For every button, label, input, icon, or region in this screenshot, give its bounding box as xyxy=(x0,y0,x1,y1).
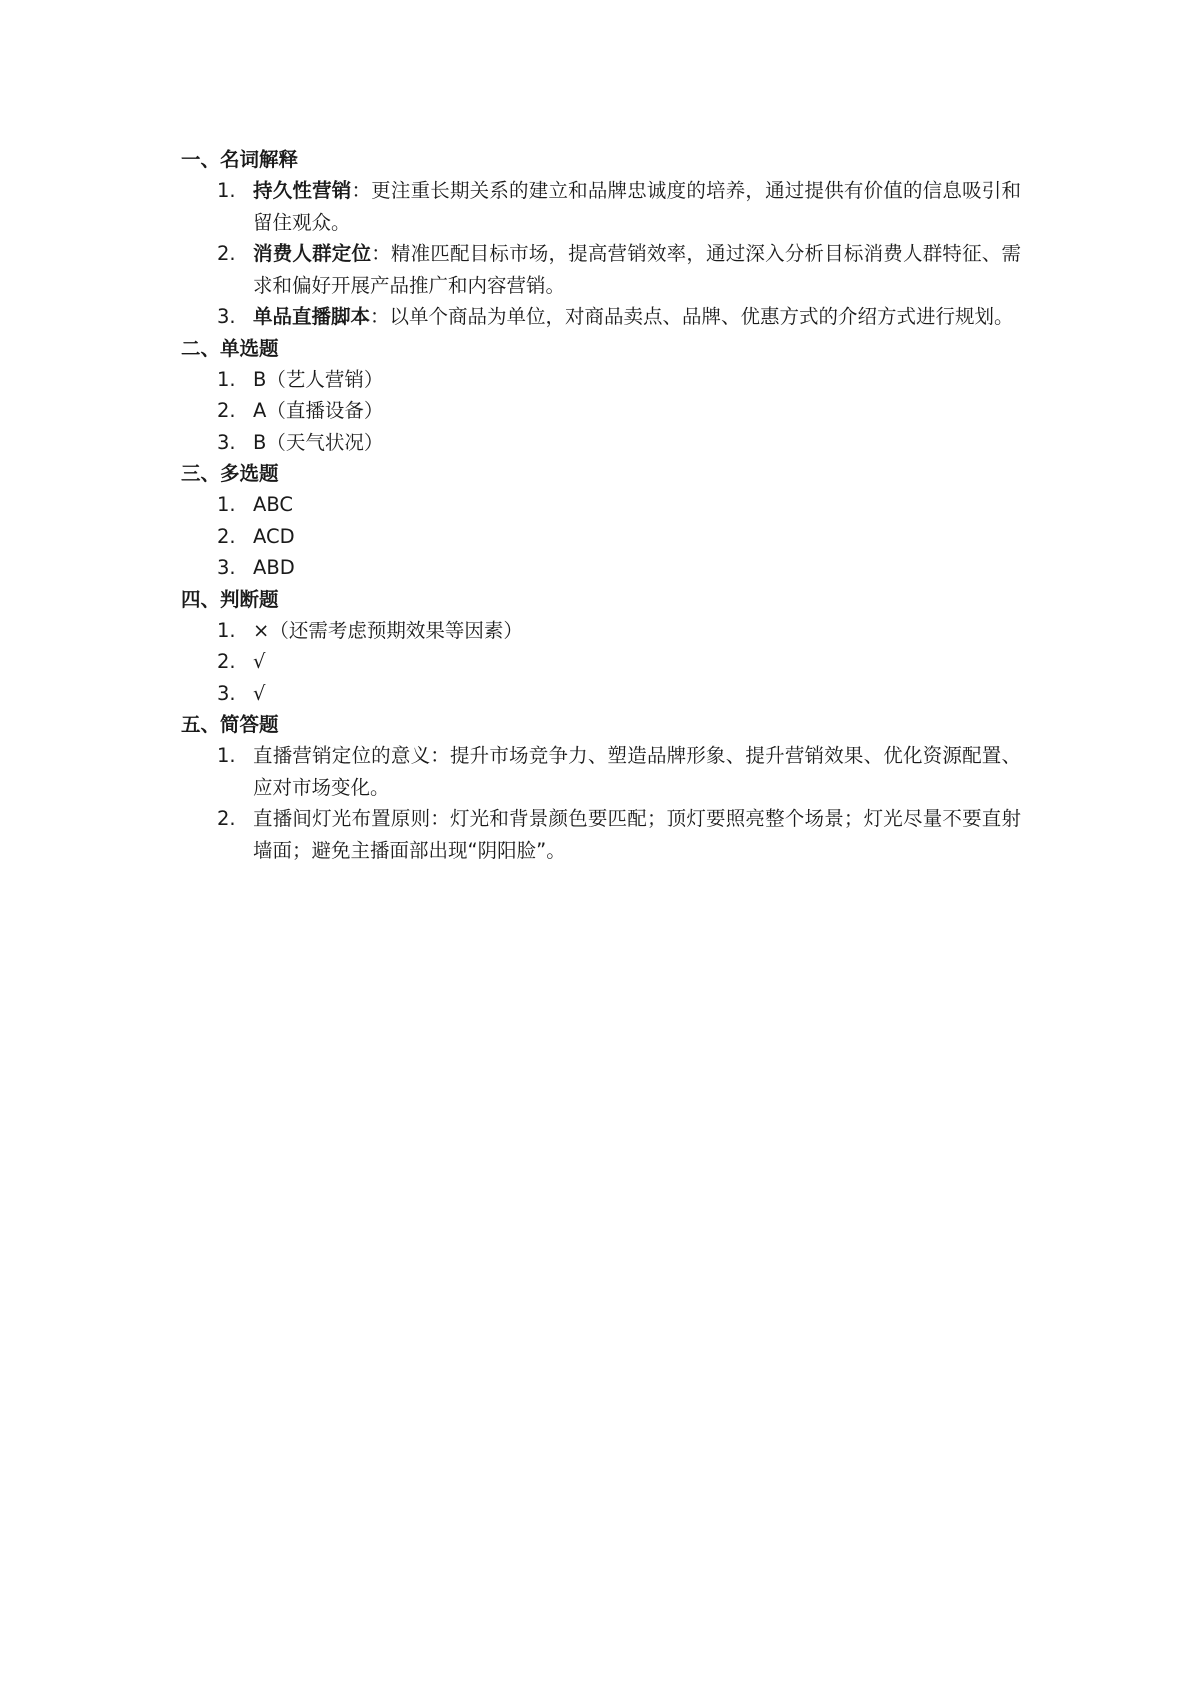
item-text: A（直播设备） xyxy=(253,399,384,422)
item-number: 1. xyxy=(217,493,236,516)
item-term: 单品直播脚本 xyxy=(253,305,371,328)
item-number: 3. xyxy=(217,305,236,328)
item-list xyxy=(181,489,1021,584)
section-title: 五、简答题 xyxy=(181,713,279,736)
list-item xyxy=(181,678,1021,710)
item-number: 2. xyxy=(217,650,236,673)
item-number: 3. xyxy=(217,430,236,454)
list-item xyxy=(181,175,1021,238)
item-list xyxy=(181,364,1021,459)
item-number: 1. xyxy=(217,744,236,767)
section-single-choice xyxy=(181,333,1021,459)
item-term: 消费人群定位 xyxy=(253,242,372,265)
item-text: 直播营销定位的意义：提升市场竞争力、塑造品牌形象、提升营销效果、优化资源配置、应对市场变化。 xyxy=(253,744,1021,799)
item-term: 持久性营销 xyxy=(253,179,352,202)
item-number: 1. xyxy=(217,367,236,391)
list-item xyxy=(181,238,1021,301)
item-number: 2. xyxy=(217,399,236,422)
item-text: ：精准匹配目标市场，提高营销效率，通过深入分析目标消费人群特征、需求和偏好开展产品推广和内容营销。 xyxy=(253,242,1021,297)
list-item xyxy=(181,552,1021,584)
section-true-false xyxy=(181,584,1021,710)
item-text: B（天气状况） xyxy=(253,430,384,454)
answer-document xyxy=(181,144,1021,866)
list-item xyxy=(181,646,1021,678)
item-number: 3. xyxy=(217,556,236,579)
section-title: 四、判断题 xyxy=(181,587,279,611)
list-item xyxy=(181,395,1021,427)
list-item xyxy=(181,301,1021,333)
item-text: ACD xyxy=(253,524,295,548)
item-number: 2. xyxy=(217,524,236,548)
item-text: √ xyxy=(253,650,266,673)
item-number: 1. xyxy=(217,179,236,202)
item-text: ：更注重长期关系的建立和品牌忠诚度的培养，通过提供有价值的信息吸引和留住观众。 xyxy=(253,179,1021,234)
section-title: 一、名词解释 xyxy=(181,148,299,171)
section-multiple-choice xyxy=(181,458,1021,584)
list-item xyxy=(181,489,1021,521)
list-item xyxy=(181,740,1021,803)
section-short-answer xyxy=(181,709,1021,866)
item-number: 2. xyxy=(217,242,236,265)
item-text: 直播间灯光布置原则：灯光和背景颜色要匹配；顶灯要照亮整个场景；灯光尽量不要直射墙面；避免主播面部出现“阴阳脸”。 xyxy=(253,807,1021,862)
item-number: 2. xyxy=(217,807,236,830)
list-item xyxy=(181,364,1021,396)
item-text: ABC xyxy=(253,493,293,516)
item-number: 3. xyxy=(217,681,236,705)
item-list xyxy=(181,740,1021,866)
list-item xyxy=(181,803,1021,866)
item-number: 1. xyxy=(217,618,236,642)
item-text: B（艺人营销） xyxy=(253,367,384,391)
item-text: ×（还需考虑预期效果等因素） xyxy=(253,618,523,642)
list-item xyxy=(181,615,1021,647)
item-list xyxy=(181,175,1021,333)
list-item xyxy=(181,427,1021,459)
item-text: ：以单个商品为单位，对商品卖点、品牌、优惠方式的介绍方式进行规划。 xyxy=(370,305,1014,328)
section-title: 二、单选题 xyxy=(181,336,279,360)
item-list xyxy=(181,615,1021,710)
item-text: √ xyxy=(253,681,266,705)
item-text: ABD xyxy=(253,556,295,579)
section-terms xyxy=(181,144,1021,333)
list-item xyxy=(181,521,1021,553)
section-title: 三、多选题 xyxy=(181,462,279,485)
